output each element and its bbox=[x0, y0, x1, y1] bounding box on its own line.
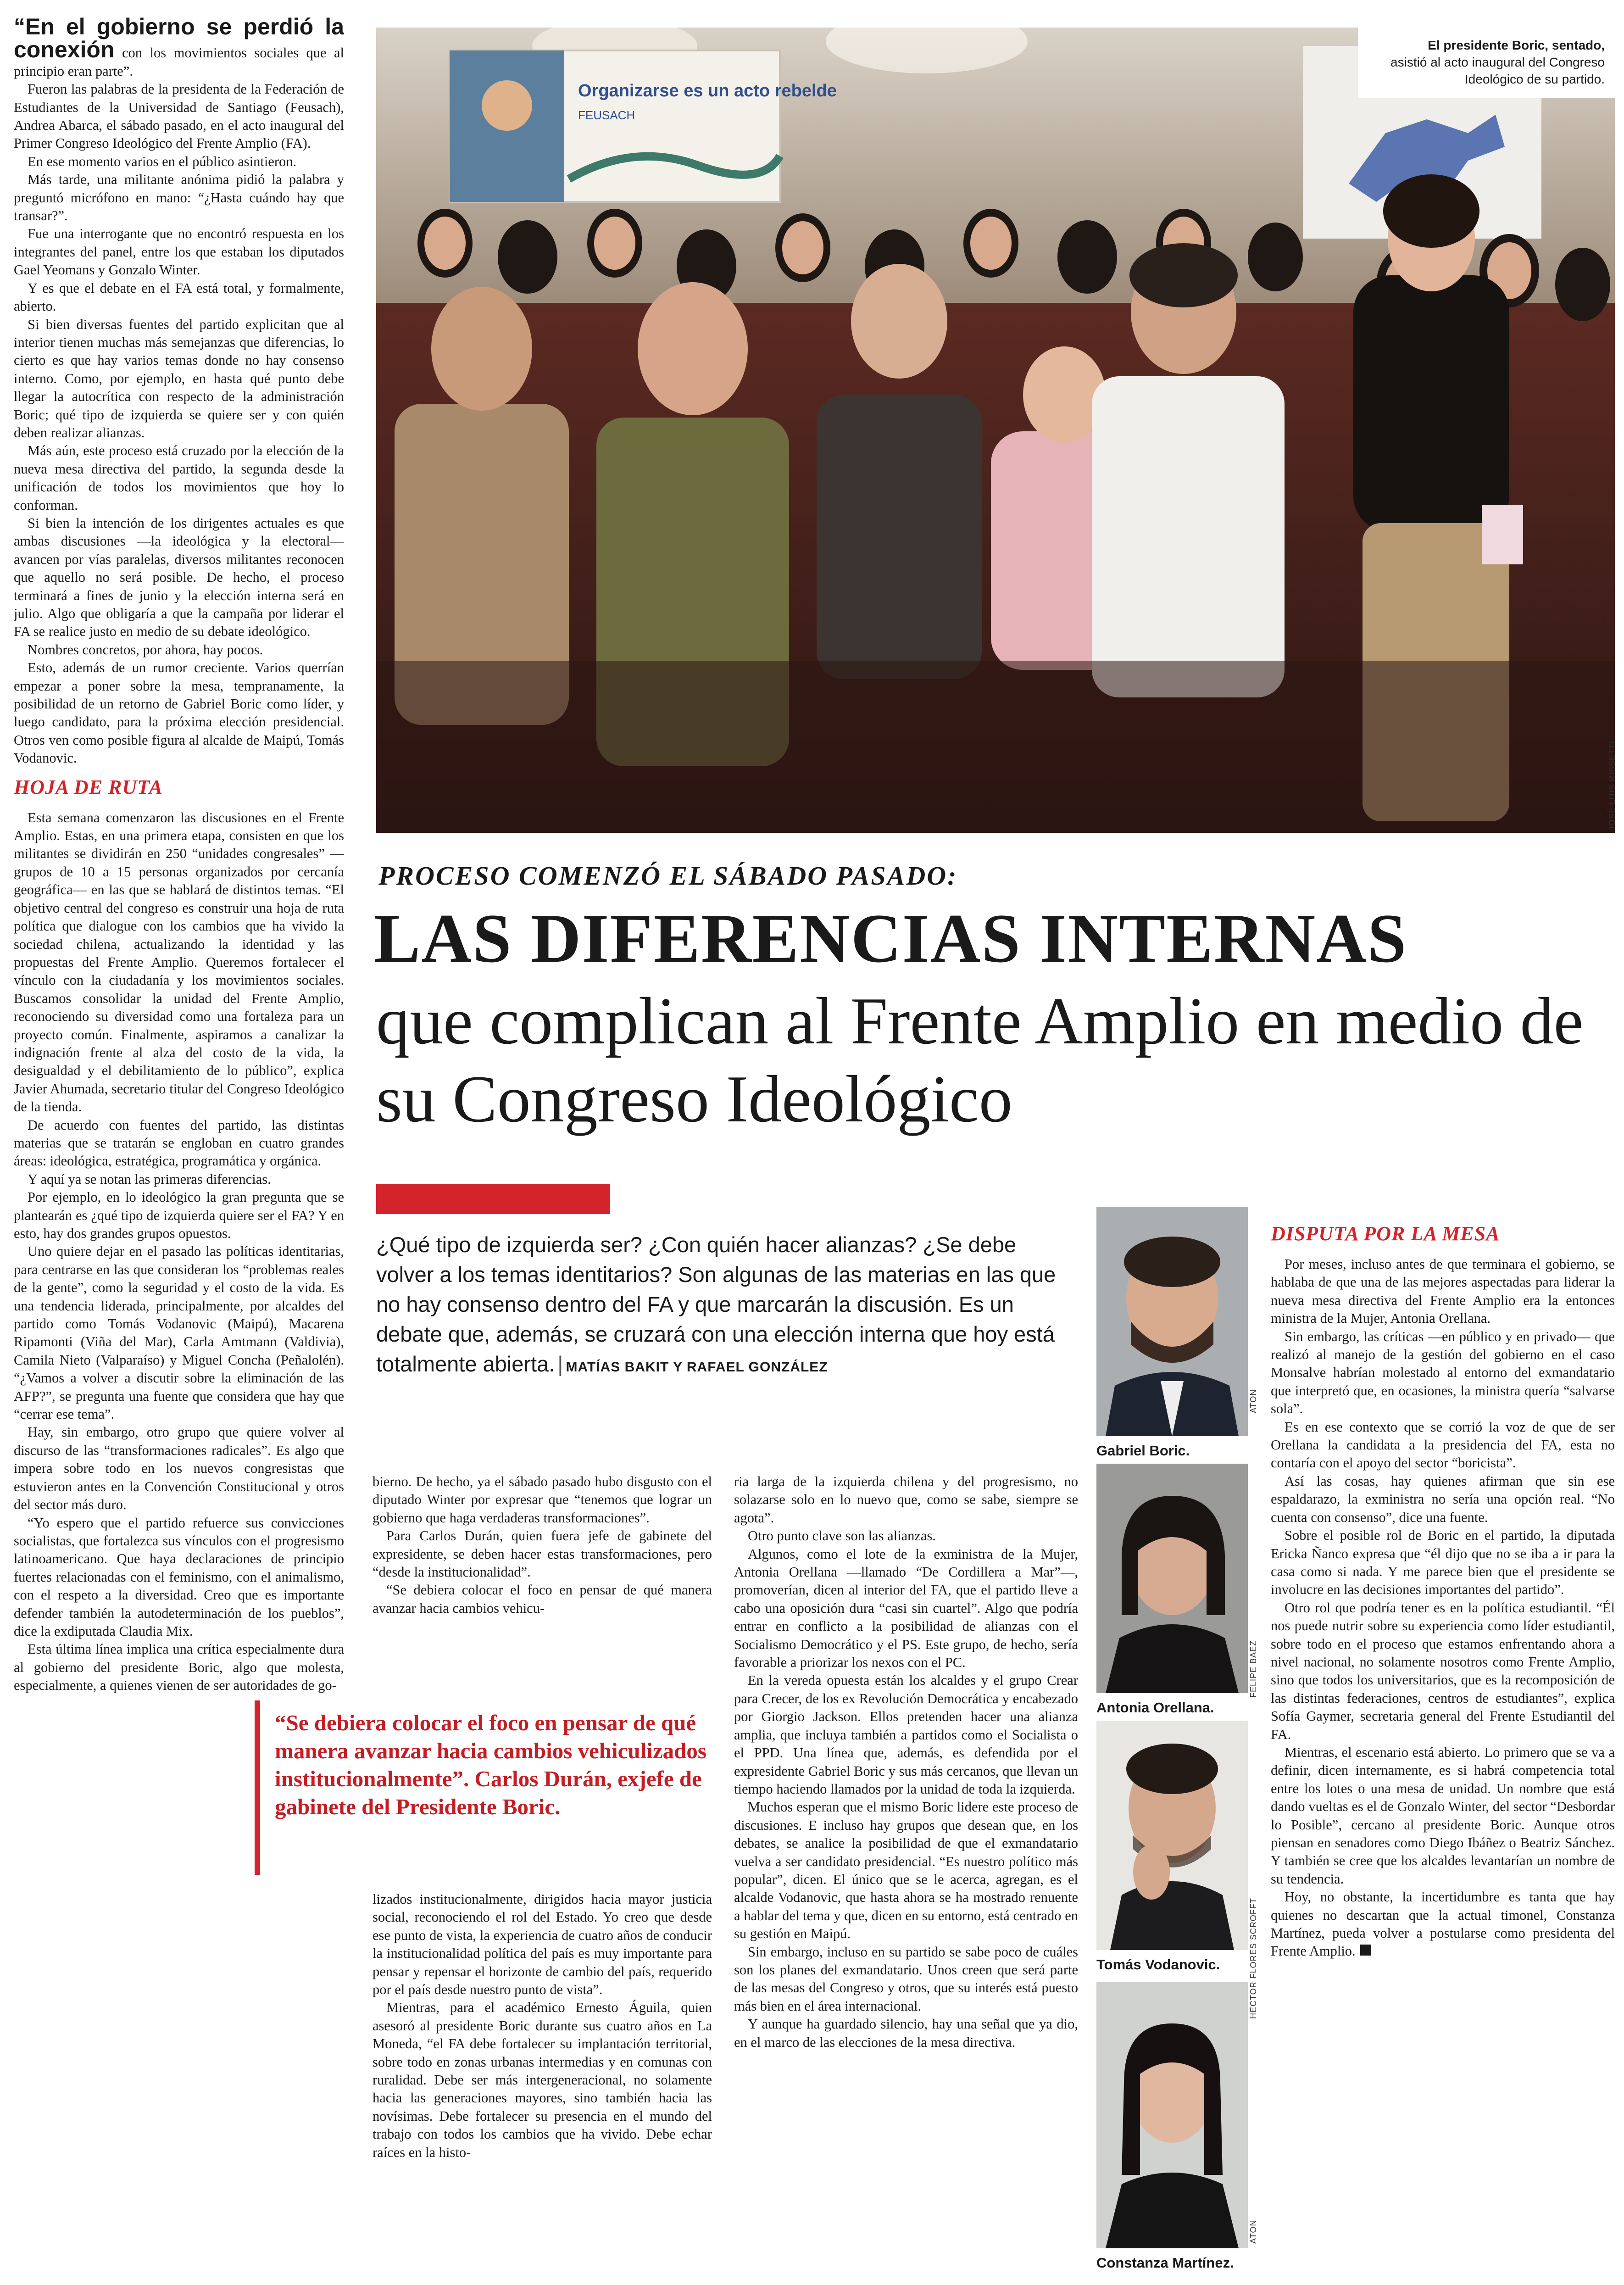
paragraph: Uno quiere dejar en el pasado las políticas identitarias, para centrarse en las que consideran los “problemas reales de la gente”, como la seguridad y el costo de la vida. Es una tendencia liderada, principalmente, por alcaldes del partido como Tomás Vodanovic (Maipú), Macarena Ripamonti (Viña del Mar), Carla Amtmann (Valdivia), Camila Nieto (Valparaíso) y Miguel Concha (Peñalolén). “¿Vamos a volver a discutir sobre la eliminación de las AFP?”, se pregunta una fuente que considera que hay que “cerrar ese tema”. bbox=[14, 1243, 344, 1422]
paragraph: En la vereda opuesta están los alcaldes y el grupo Crear para Crecer, de los ex Revolución Democrática y encabezado por Giorgio Jackson. Ellos pretenden hacer una alianza amplia, que incluya también a partidos como el Socialista o el PPD. Una línea que, además, es defendida por el expresidente Gabriel Boric y sus más cercanos, que llevan un tiempo haciendo llamados por la unidad de toda la izquierda. bbox=[734, 1672, 1078, 1797]
paragraph: “Yo espero que el partido refuerce sus convicciones socialistas, que fortalezca sus vínculos con el progresismo latinoamericano. Que haya declaraciones de principio fuertes relacionadas con el feminismo, con el animalismo, con el respeto a la diversidad. Creo que es importante defender también la autodeterminación de los pueblos”, dice la exdiputada Claudia Mix. bbox=[14, 1515, 344, 1639]
paragraph: lizados institucionalmente, dirigidos hacia mayor justicia social, reconociendo el rol del Estado. Yo creo que desde ese punto de vista, la experiencia de cuatro años de conducir la institucionalidad política del país es muy importante para pensar y repensar el horizonte de cambio del país, requerido por el país desde nuestro punto de vista”. bbox=[373, 1891, 712, 1998]
lead-paragraph bbox=[376, 1230, 1078, 1382]
paragraph: De acuerdo con fuentes del partido, las distintas materias que se tratarán se engloban en cuatro grandes áreas: ideológica, estratégica, programática y orgánica. bbox=[14, 1117, 344, 1169]
portrait-antonia-orellana bbox=[1096, 1464, 1248, 1717]
lead-text: ¿Qué tipo de izquierda ser? ¿Con quién hacer alianzas? ¿Se debe volver a los temas identitarios? Son algunas de las materias en las que no hay consenso dentro del FA y que marcarán la discusión. Es un debate que, además, se cruzará con una elección interna que hoy está totalmente abierta. bbox=[376, 1232, 1056, 1376]
paragraph: Si bien la intención de los dirigentes actuales es que ambas discusiones —la ideológica y la electoral— avancen por vías paralelas, diversos militantes reconocen que aquello no será posible. De hecho, el proceso terminará a fines de junio y la elección interna será en julio. Algo que obligaría a que la campaña por liderar el FA se realice justo en medio de su debate ideológico. bbox=[14, 515, 344, 640]
paragraph: Mientras, para el académico Ernesto Águila, quien asesoró al presidente Boric durante sus cuatro años en La Moneda, “el FA debe fortalecer su implantación territorial, sobre todo en zonas urbanas intermedias y en comunas con ruralidad. Debe ser más intergeneracional, no solamente hacia las generaciones mayores, sino también hacia las novísimas. Debe fortalecer su presencia en el mundo del trabajo con todos los cambios que ha vivido. Debe echar raíces en la histo- bbox=[373, 2000, 712, 2160]
headline: LAS DIFERENCIAS INTERNAS bbox=[374, 900, 1407, 977]
column-2-top bbox=[373, 1473, 712, 1666]
portrait-name: Constanza Martínez. bbox=[1096, 2255, 1234, 2271]
paragraph: Para Carlos Durán, quien fuera jefe de gabinete del expresidente, se deben hacer estas transformaciones, pero “desde la institucionalidad”. bbox=[373, 1528, 712, 1580]
paragraph: Por meses, incluso antes de que terminara el gobierno, se hablaba de que una de las mejores aspectadas para liderar la nueva mesa directiva del Frente Amplio era la entonces ministra de la Mujer, Antonia Orellana. bbox=[1271, 1256, 1615, 1326]
paragraph: Otro rol que podría tener es en la política estudiantil. “Él nos puede nutrir sobre su experiencia como líder estudiantil, sobre todo en el proceso que estamos enfrentando ahora a nivel nacional, no solamente nosotros como Frente Amplio, sino que todos los universitarios, que es la recomposición de las distintas federaciones, centros de estudiantes”, explica Sofía Gaymer, secretaria general del Frente Estudiantil del FA. bbox=[1271, 1600, 1615, 1742]
byline-divider: | bbox=[557, 1352, 563, 1376]
overline: PROCESO COMENZÓ EL SÁBADO PASADO: bbox=[378, 861, 958, 891]
banner-subtext: FEUSACH bbox=[578, 108, 635, 122]
portrait-name: Antonia Orellana. bbox=[1096, 1700, 1214, 1716]
photo-caption-bold: El presidente Boric, sentado, bbox=[1428, 38, 1605, 52]
portrait-credit: FELIPE BAEZ bbox=[1249, 1640, 1258, 1698]
pull-quote-text: “Se debiera colocar el foco en pensar de qué manera avanzar hacia cambios vehiculizados institucionalmente”. Carlos Durán, exjefe de gabinete del Presidente Boric. bbox=[275, 1710, 706, 1819]
opening-quote: “En el gobierno se perdió la conexión bbox=[14, 16, 344, 63]
section-heading-hoja-de-ruta: HOJA DE RUTA bbox=[14, 775, 163, 798]
photo-caption bbox=[1358, 28, 1615, 98]
paragraph: Algunos, como el lote de la exministra de la Mujer, Antonia Orellana —llamado “De Cordillera a Mar”—, promoverían, dicen al interior del FA, que el partido lleve a cabo una oposición dura “casi sin cuartel”. Algo que podría entrar en conflicto a la posibilidad de alianzas con el Socialismo Democrático y el PS. Este grupo, de hecho, sería favorable a priorizar los nexos con el PC. bbox=[734, 1546, 1078, 1671]
column-2-bottom bbox=[373, 1890, 712, 2278]
paragraph: Hay, sin embargo, otro grupo que quiere volver al discurso de las “transformaciones radicales”. Es algo que impera sobre todo en los nuevos congresistas que estuvieron antes en la Convención Constitucional y otros del sector más duro. bbox=[14, 1424, 344, 1513]
paragraph: Fue una interrogante que no encontró respuesta en los integrantes del panel, entre los que estaban los diputados Gael Yeomans y Gonzalo Winter. bbox=[14, 226, 344, 278]
protest-banner bbox=[450, 50, 837, 202]
column-4 bbox=[1271, 1221, 1615, 2278]
paragraph: Sin embargo, incluso en su partido se sabe poco de cuáles son los planes del exmandatario. Unos creen que será parte de las mesas del Congreso y otros, que su interés está puesto más bien en el área internacional. bbox=[734, 1944, 1078, 2014]
paragraph: Esta semana comenzaron las discusiones en el Frente Amplio. Estas, en una primera etapa, consisten en que los militantes se dividirán en 250 “unidades congresales” —grupos de 10 a 15 personas organizados por cercanía geográfica— en las que se hablará de distintos temas. “El objetivo central del congreso es construir una hoja de ruta política que dialogue con los cambios que ha vivido la sociedad chilena, actualizando la identidad y las propuestas del Frente Amplio. Queremos fortalecer el vínculo con la ciudadanía y los movimientos sociales. Buscamos consolidar la unidad del Frente Amplio, reconociendo su diversidad como una fortaleza para un proyecto común. Finalmente, aspiramos a canalizar la indignación frente al alza del costo de la vida, la desigualdad y el debilitamiento de lo público”, explica Javier Ahumada, secretario titular del Congreso Ideológico de la tienda. bbox=[14, 809, 344, 1115]
portrait-photo bbox=[1096, 1207, 1248, 1436]
paragraph: Y es que el debate en el FA está total, y formalmente, abierto. bbox=[14, 280, 344, 314]
subheadline: que complican al Frente Amplio en medio de su Congreso Ideológico bbox=[376, 984, 1584, 1136]
portrait-gabriel-boric bbox=[1096, 1207, 1248, 1460]
end-mark bbox=[1360, 1945, 1371, 1956]
portrait-name: Gabriel Boric. bbox=[1096, 1443, 1190, 1459]
paragraph: Nombres concretos, por ahora, hay pocos. bbox=[28, 641, 263, 658]
paragraph: Más tarde, una militante anónima pidió la palabra y preguntó micrófono en mano: “¿Hasta cuándo hay que transar?”. bbox=[14, 172, 344, 224]
portrait-name: Tomás Vodanovic. bbox=[1096, 1956, 1220, 1973]
column-1 bbox=[14, 16, 344, 2278]
photo-caption-text: asistió al acto inaugural del Congreso Ideológico de su partido. bbox=[1390, 55, 1605, 86]
portrait-credit: HECTOR FLORES SCROFFT bbox=[1249, 1898, 1258, 2019]
paragraph-text: Hoy, no obstante, la incertidumbre es tanta que hay quienes no descartan que la actual timonel, Constanza Martínez, pueda volver a postularse como presidenta del Frente Amplio. bbox=[1271, 1889, 1615, 1959]
paragraph: “Se debiera colocar el foco en pensar de qué manera avanzar hacia cambios vehicu- bbox=[373, 1582, 712, 1616]
paragraph: Fueron las palabras de la presidenta de la Federación de Estudiantes de la Universidad de Santiago (Feusach), Andrea Abarca, el sábado pasado, en el acto inaugural del Primer Congreso Ideológico del Frente Amplio (FA). bbox=[14, 81, 344, 151]
portrait-photo bbox=[1096, 1982, 1248, 2248]
paragraph: ria larga de la izquierda chilena y del progresismo, no solazarse solo en lo nuevo que, como se sabe, siempre se agota”. bbox=[734, 1474, 1078, 1526]
paragraph: Esto, además de un rumor creciente. Varios querrían empezar a poner sobre la mesa, tempranamente, la posibilidad de un retorno de Gabriel Boric como líder, y luego candidato, para la próxima elección presidencial. Otros ven como posible figura al alcalde de Maipú, Tomás Vodanovic. bbox=[14, 660, 344, 766]
bylines: MATÍAS BAKIT Y RAFAEL GONZÁLEZ bbox=[566, 1360, 828, 1375]
portrait-photo bbox=[1096, 1464, 1248, 1693]
paragraph: Sin embargo, las críticas —en público y en privado— que realizó al manejo de la gestión del gobierno en el caso Monsalve habrían molestado al entorno del exmandatario que interpretó que, en ocasiones, la ministra quería “salvarse sola”. bbox=[1271, 1328, 1615, 1417]
portrait-credit: ATON bbox=[1249, 2219, 1258, 2244]
opening-paragraph bbox=[14, 16, 344, 80]
paragraph: En ese momento varios en el público asintieron. bbox=[28, 153, 297, 169]
paragraph: Más aún, este proceso está cruzado por la elección de la nueva mesa directiva del partido, la segunda desde la unificación de todos los movimientos que hoy lo conforman. bbox=[14, 443, 344, 513]
photo-credit: JOSÉ LUIS RISSETTI bbox=[1607, 740, 1617, 830]
paragraph: Mientras, el escenario está abierto. Lo primero que se va a definir, dicen internamente, es si habrá competencia total entre los lotes o una mesa de unidad. Un nombre que está dando vueltas es el de Gonzalo Winter, del sector “Desbordar lo Posible”, cercano al presidente Boric. Aunque otros piensan en senadores como Diego Ibáñez o Beatriz Sánchez. Y también se cree que los alcaldes levantarían un nombre de su tendencia. bbox=[1271, 1744, 1615, 1887]
paragraph: Muchos esperan que el mismo Boric lidere este proceso de discusiones. E incluso hay grupos que desean que, en los debates, se analice la posibilidad de que el exmandatario vuelva a ser candidato presidencial. “Es nuestro político más popular”, dicen. El único que se le acerca, agregan, es el alcalde Vodanovic, que hasta ahora se ha mostrado renuente a hablar del tema y que, dicen en su entorno, está centrado en su gestión en Maipú. bbox=[734, 1799, 1078, 1942]
paragraph: Sobre el posible rol de Boric en el partido, la diputada Ericka Ñanco expresa que “él dijo que no se iba a ir para la casa como si nada. Y me parece bien que el presidente se involucre en las decisiones importantes del partido”. bbox=[1271, 1527, 1615, 1598]
paragraph: Esta última línea implica una crítica especialmente dura al gobierno del presidente Boric, algo que molesta, especialmente, a quienes vienen de ser autoridades de go- bbox=[14, 1641, 344, 1694]
red-accent-bar bbox=[376, 1184, 610, 1214]
last-paragraph bbox=[1271, 1888, 1615, 1961]
paragraph: Y aquí ya se notan las primeras diferencias. bbox=[28, 1171, 271, 1187]
paragraph: Si bien diversas fuentes del partido explicitan que al interior tienen muchas más semejanzas que diferencias, lo cierto es que hay varios temas donde no hay consenso interno. Como, por ejemplo, en hasta qué punto debe llegar la autocrítica con respecto de la administración Boric; qué tipo de izquierda se quiere ser y con quién deben realizar alianzas. bbox=[14, 316, 344, 440]
audience-photo-illustration bbox=[376, 28, 1615, 833]
portrait-photo bbox=[1096, 1721, 1248, 1950]
portrait-credit: ATON bbox=[1249, 1389, 1258, 1413]
section-heading-disputa-por-la-mesa: DISPUTA POR LA MESA bbox=[1271, 1222, 1500, 1245]
banner-text: Organizarse es un acto rebelde bbox=[578, 81, 837, 100]
paragraph: bierno. De hecho, ya el sábado pasado hubo disgusto con el diputado Winter por expresar que “tenemos que lograr un gobierno que haga verdaderas transformaciones”. bbox=[373, 1474, 712, 1526]
paragraph: Así las cosas, hay quienes afirman que sin ese espaldarazo, la exministra no sería una opción real. “No cuenta con consenso”, dice una fuente. bbox=[1271, 1473, 1615, 1525]
paragraph: Otro punto clave son las alianzas. bbox=[748, 1528, 936, 1544]
lead-photo bbox=[376, 28, 1615, 833]
pull-quote bbox=[255, 1700, 723, 1875]
opening-quote-rest: con los movimientos sociales que al principio eran parte”. bbox=[14, 45, 344, 79]
paragraph: Y aunque ha guardado silencio, hay una señal que ya dio, en el marco de las elecciones de la mesa directiva. bbox=[734, 2016, 1078, 2050]
portrait-constanza-martinez bbox=[1096, 1982, 1248, 2272]
portrait-tomas-vodanovic bbox=[1096, 1721, 1248, 1974]
paragraph: Es en ese contexto que se corrió la voz de que de ser Orellana la candidata a la presidencia del FA, esta no contaría con el apoyo del sector “boricista”. bbox=[1271, 1419, 1615, 1471]
column-3 bbox=[734, 1473, 1078, 2278]
paragraph: Por ejemplo, en lo ideológico la gran pregunta que se plantearán es ¿qué tipo de izquierda quiere ser el FA? Y en esto, hay dos grandes grupos opuestos. bbox=[14, 1189, 344, 1241]
